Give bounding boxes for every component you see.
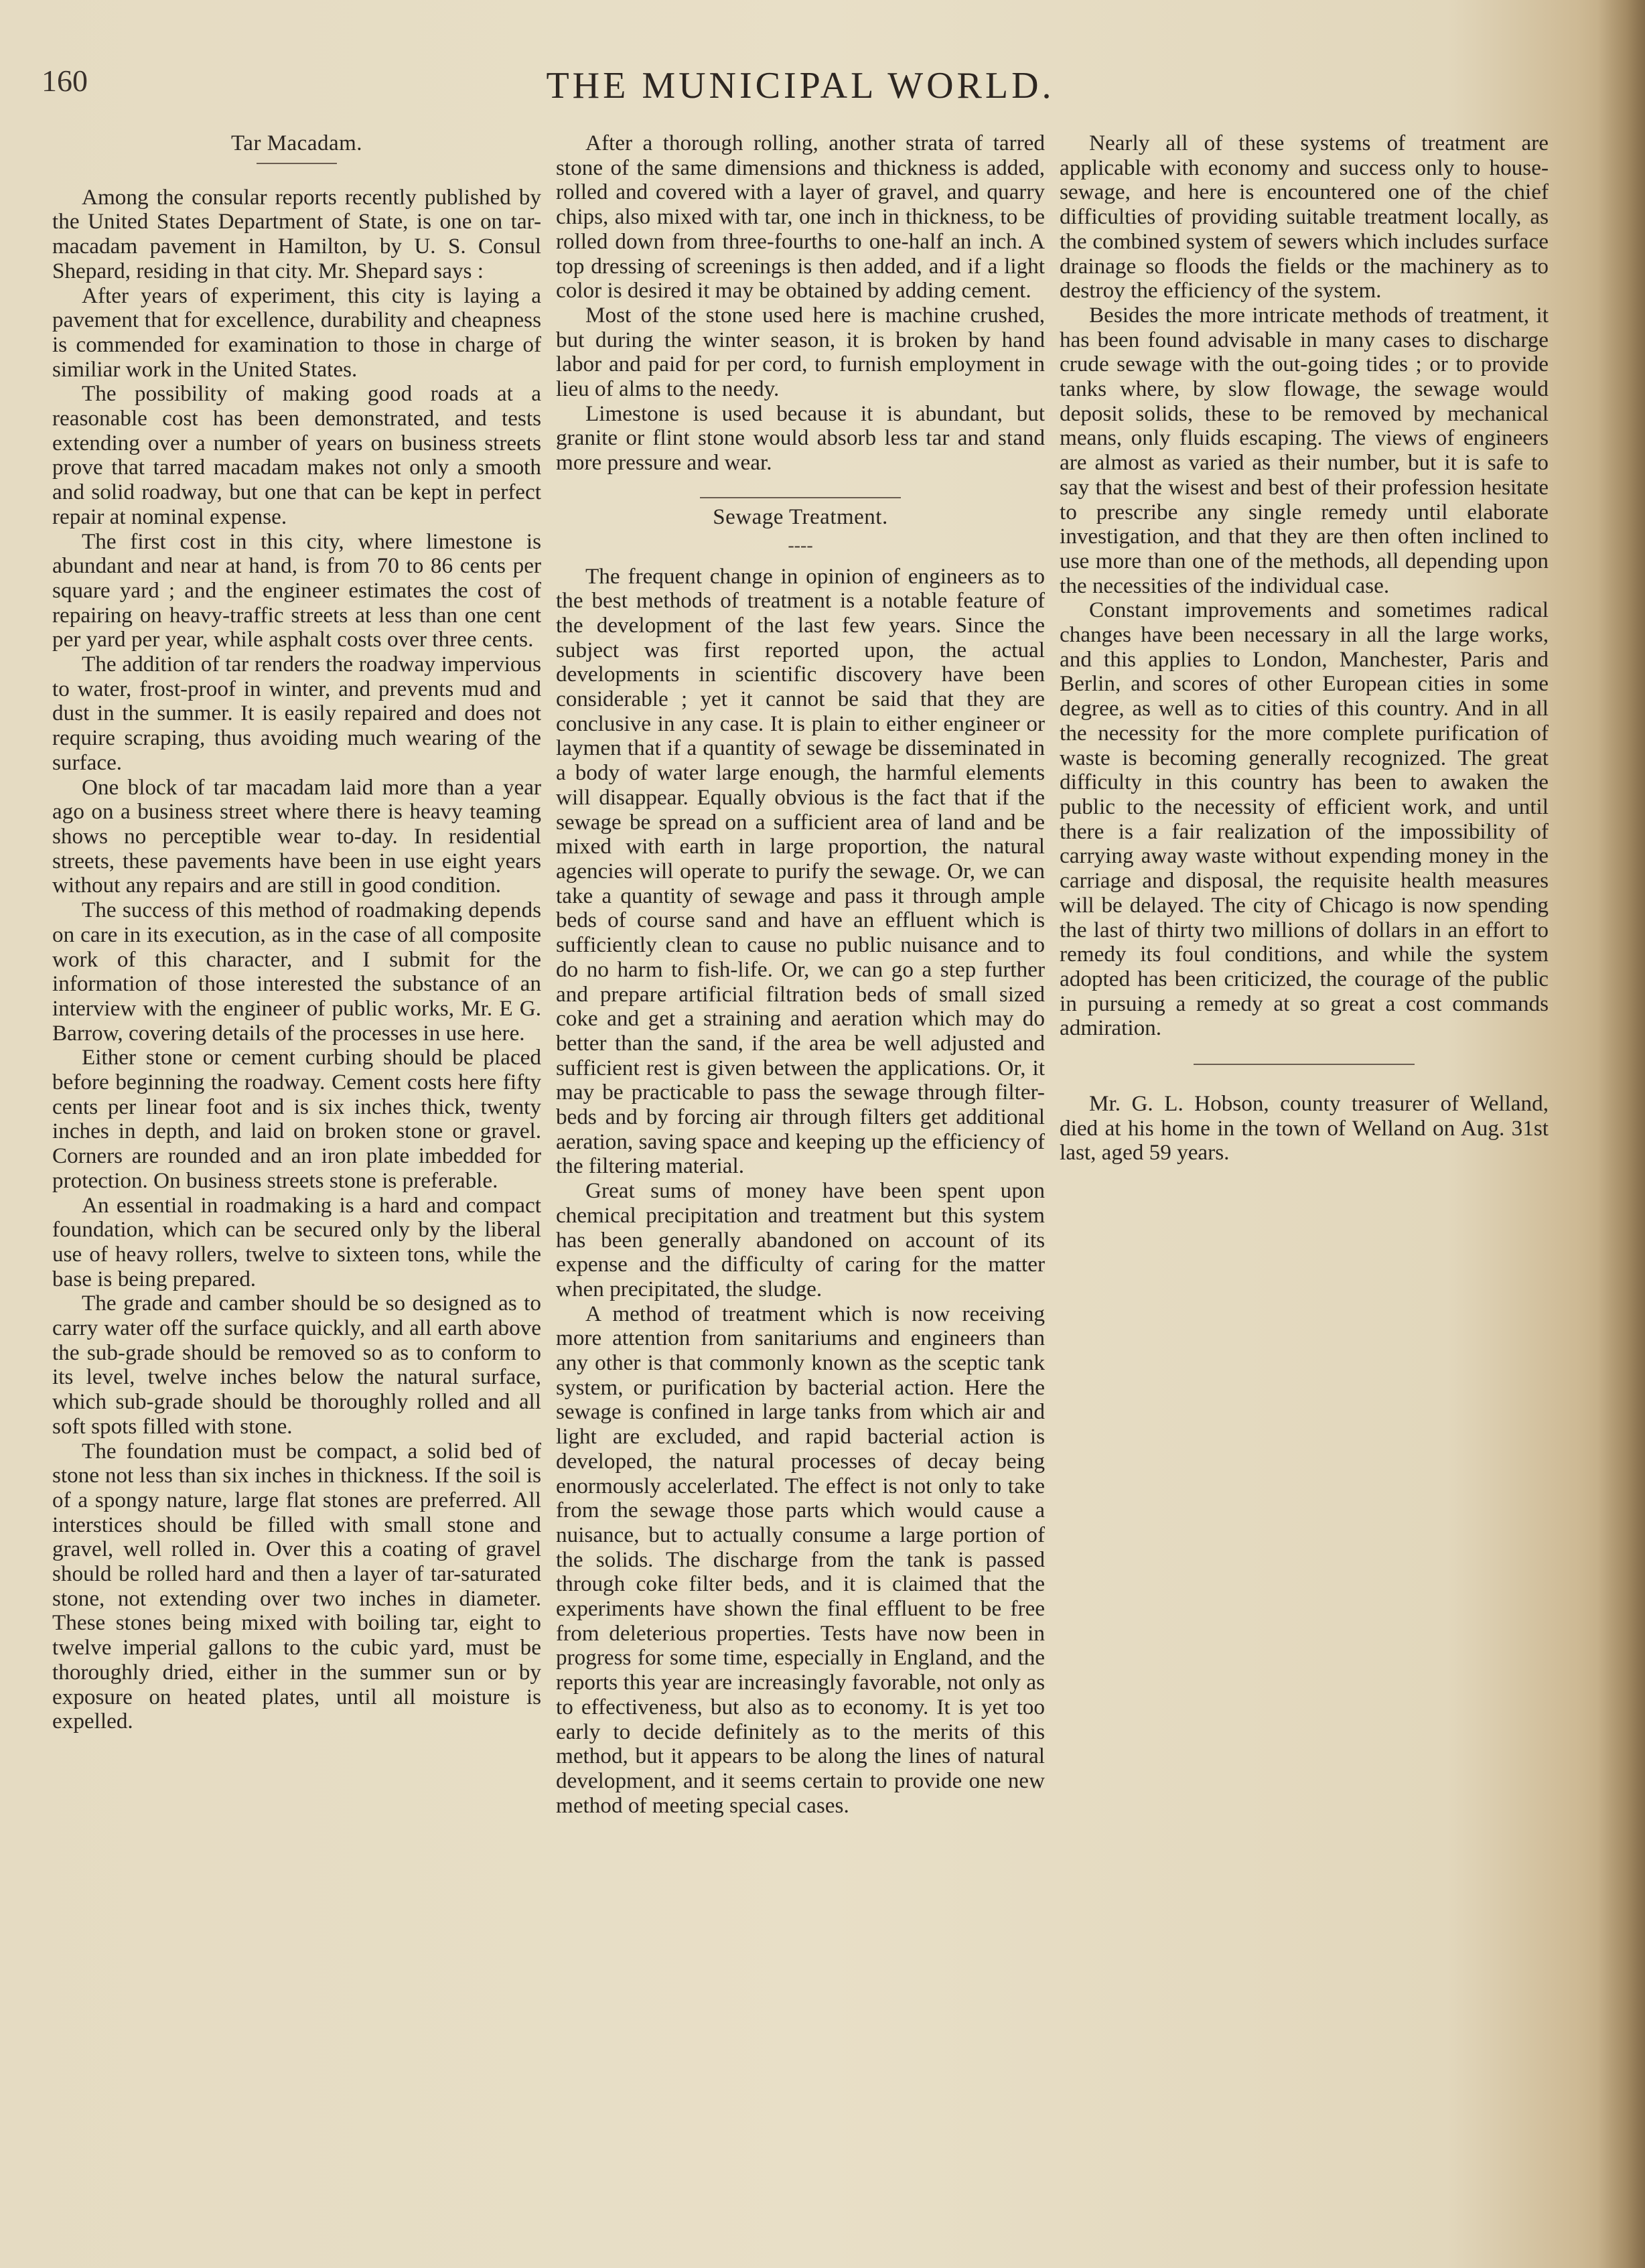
journal-title: THE MUNICIPAL WORLD. <box>546 65 1055 107</box>
obituary-notice: Mr. G. L. Hobson, county treasurer of Welland, died at his home in the town of Welland on Aug. 31st last, aged 59 years. <box>1060 1091 1549 1165</box>
notice-divider <box>1194 1064 1415 1065</box>
column-1 <box>52 131 541 2241</box>
paragraph: The first cost in this city, where limestone is abundant and near at hand, is from 70 to 86 cents per square yard ; and the engineer estimates the cost of repairing on heavy-traffic streets at less than one cent per yard per year, while asphalt costs over three cents. <box>52 528 541 652</box>
paragraph-continued: The foundation must be compact, a solid bed of stone not less than six inches in thickness. If the soil is of a spongy nature, large flat stones are preferred. All interstices should be filled with small stone and gravel, well rolled in. Over this a coating of gravel should be rolled hard and then a layer of tar-saturated stone, not extending over two inches in diameter. These stones being mixed with boiling tar, eight to twelve imperial gallons to the cubic yard, must be thoroughly dried, either in the summer sun or by exposure on heated plates, until all moisture is expelled. <box>52 1438 541 1734</box>
paragraph: Constant improvements and sometimes radical changes have been necessary in all the large works, and this applies to London, Manchester, Paris and Berlin, and scores of other European cities in some degree, as well as to cities of this country. And in all the necessity for the more complete purification of waste is becoming generally recognized. The great difficulty in this country has been to awaken the public to the necessity of efficient work, and until there is a fair realization of the impossibility of carrying away waste without expending money in the carriage and disposal, the requisite health measures will be delayed. The city of Chicago is now spending the last of thirty two millions of dollars in an effort to remedy its foul conditions, and while the system adopted has been criticized, the courage of the public in pursuing a remedy at so great a cost commands admiration. <box>1060 597 1549 1041</box>
article-title-sewage-treatment: Sewage Treatment. <box>713 504 888 529</box>
paragraph: After years of experiment, this city is laying a pavement that for excellence, durability and cheapness is commended for examination to those in charge of similiar work in the United States. <box>52 283 541 382</box>
paragraph: Great sums of money have been spent upon chemical precipitation and treatment but this system has been generally abandoned on account of its expense and the difficulty of caring for the matter when precipitated, the sludge. <box>556 1178 1045 1301</box>
paragraph: The frequent change in opinion of engineers as to the best methods of treatment is a notable feature of the development of the last few years. Since the subject was first reported upon, the actual developments in scientific discovery have been considerable ; yet it cannot be said that they are conclusive in any case. It is plain to either engineer or laymen that if a quantity of sewage be disseminated in a body of water large enough, the harmful elements will disappear. Equally obvious is the fact that if the sewage be spread on a sufficient area of land and be mixed with earth in large proportion, the natural agencies will operate to purify the sewage. Or, we can take a quantity of sewage and pass it through ample beds of course sand and have an effluent which is sufficiently clean to cause no public nuisance and to do no harm to fish-life. Or, we can go a step further and prepare artificial filtration beds of small sized coke and get a straining and aeration which may do better than the sand, if the area be well adjusted and sufficient rest is given between the applications. Or, it may be practicable to pass the sewage through filter-beds and by forcing air through filters get additional aeration, saving space and keeping up the efficiency of the filtering material. <box>556 563 1045 1179</box>
paragraph: After a thorough rolling, another strata of tarred stone of the same dimensions and thickness is added, rolled and covered with a layer of gravel, and quarry chips, also mixed with tar, one inch in thickness, to be rolled down from three-fourths to one-half an inch. A top dressing of screenings is then added, and if a light color is desired it may be obtained by adding cement. <box>556 131 1045 303</box>
page-number: 160 <box>42 64 88 98</box>
paragraph: The possibility of making good roads at a reasonable cost has been demonstrated, and tests extending over a number of years on business streets prove that tarred macadam makes not only a smooth and solid roadway, but one that can be kept in perfect repair at nominal expense. <box>52 381 541 529</box>
paragraph: The addition of tar renders the roadway impervious to water, frost-proof in winter, and prevents mud and dust in the summer. It is easily repaired and does not require scraping, thus avoiding much wearing of the surface. <box>52 652 541 775</box>
title-underline <box>257 163 337 164</box>
paragraph: The grade and camber should be so designed as to carry water off the surface quickly, and all earth above the sub-grade should be removed so as to conform to its level, twelve inches below the natural surface, which sub-grade should be thoroughly rolled and all soft spots filled with stone. <box>52 1291 541 1439</box>
title-dash: ---- <box>788 535 813 556</box>
paragraph: Either stone or cement curbing should be placed before beginning the roadway. Cement costs here fifty cents per linear foot and is six inches thick, twenty inches in depth, and laid on broken stone or gravel. Corners are rounded and an iron plate imbedded for protection. On business streets stone is preferable. <box>52 1045 541 1193</box>
paragraph: Limestone is used because it is abundant, but granite or flint stone would absorb less tar and stand more pressure and wear. <box>556 401 1045 476</box>
paragraph-continued: A method of treatment which is now receiving more attention from sanitariums and engineers than any other is that commonly known as the sceptic tank system, or purification by bacterial action. Here the sewage is confined in large tanks from which air and light are excluded, and rapid bacterial action is developed, the natural processes of decay being enormously accelerlated. The effect is not only to take from the sewage those parts which would cause a nuisance, but to actually consume a large portion of the solids. The discharge from the tank is passed through coke filter beds, and it is claimed that the experiments have shown the final effluent to be free from deleterious properties. Tests have now been in progress for some time, especially in England, and the reports this year are increasingly favorable, not only as to effectiveness, but also as to economy. It is yet too early to decide definitely as to the merits of this method, but it appears to be along the lines of natural development, and it seems certain to provide one new method of meeting special cases. <box>556 1301 1045 1818</box>
article-title-tar-macadam: Tar Macadam. <box>230 131 363 155</box>
column-3 <box>1060 131 1549 2241</box>
paragraph: Besides the more intricate methods of treatment, it has been found advisable in many cases to discharge crude sewage with the out-going tides ; or to provide tanks where, by slow flowage, the sewage would deposit solids, these to be removed by mechanical means, only fluids escaping. The views of engineers are almost as varied as their number, but it is safe to say that the wisest and best of their profession hesitate to prescribe any single remedy until elaborate investigation, and that they are then often inclined to use more than one of the methods, all depending upon the necessities of the individual case. <box>1060 302 1549 598</box>
paragraph: Most of the stone used here is machine crushed, but during the winter season, it is broken by hand labor and paid for per cord, to furnish employment in lieu of alms to the needy. <box>556 302 1045 402</box>
paragraph: Nearly all of these systems of treatment are applicable with economy and success only to house-sewage, and here is encountered one of the chief difficulties of providing suitable treatment locally, as the combined system of sewers which includes surface drainage so floods the fields or the machinery as to destroy the efficiency of the system. <box>1060 131 1549 303</box>
section-divider <box>700 497 901 498</box>
paragraph: One block of tar macadam laid more than a year ago on a business street where there is heavy teaming shows no perceptible wear to-day. In residential streets, these pavements have been in use eight years without any repairs and are still in good condition. <box>52 774 541 898</box>
page-spine-shadow <box>1598 0 1645 2268</box>
column-2 <box>556 131 1045 2241</box>
paragraph: The success of this method of roadmaking depends on care in its execution, as in the case of all composite work of this character, and I submit for the information of those interested the substance of an interview with the engineer of public works, Mr. E G. Barrow, covering details of the processes in use here. <box>52 898 541 1046</box>
paragraph: An essential in roadmaking is a hard and compact foundation, which can be secured only by the liberal use of heavy rollers, twelve to sixteen tons, while the base is being prepared. <box>52 1192 541 1291</box>
paragraph: Among the consular reports recently published by the United States Department of State, is one on tar-macadam pavement in Hamilton, by U. S. Consul Shepard, residing in that city. Mr. Shepard says : <box>52 184 541 283</box>
